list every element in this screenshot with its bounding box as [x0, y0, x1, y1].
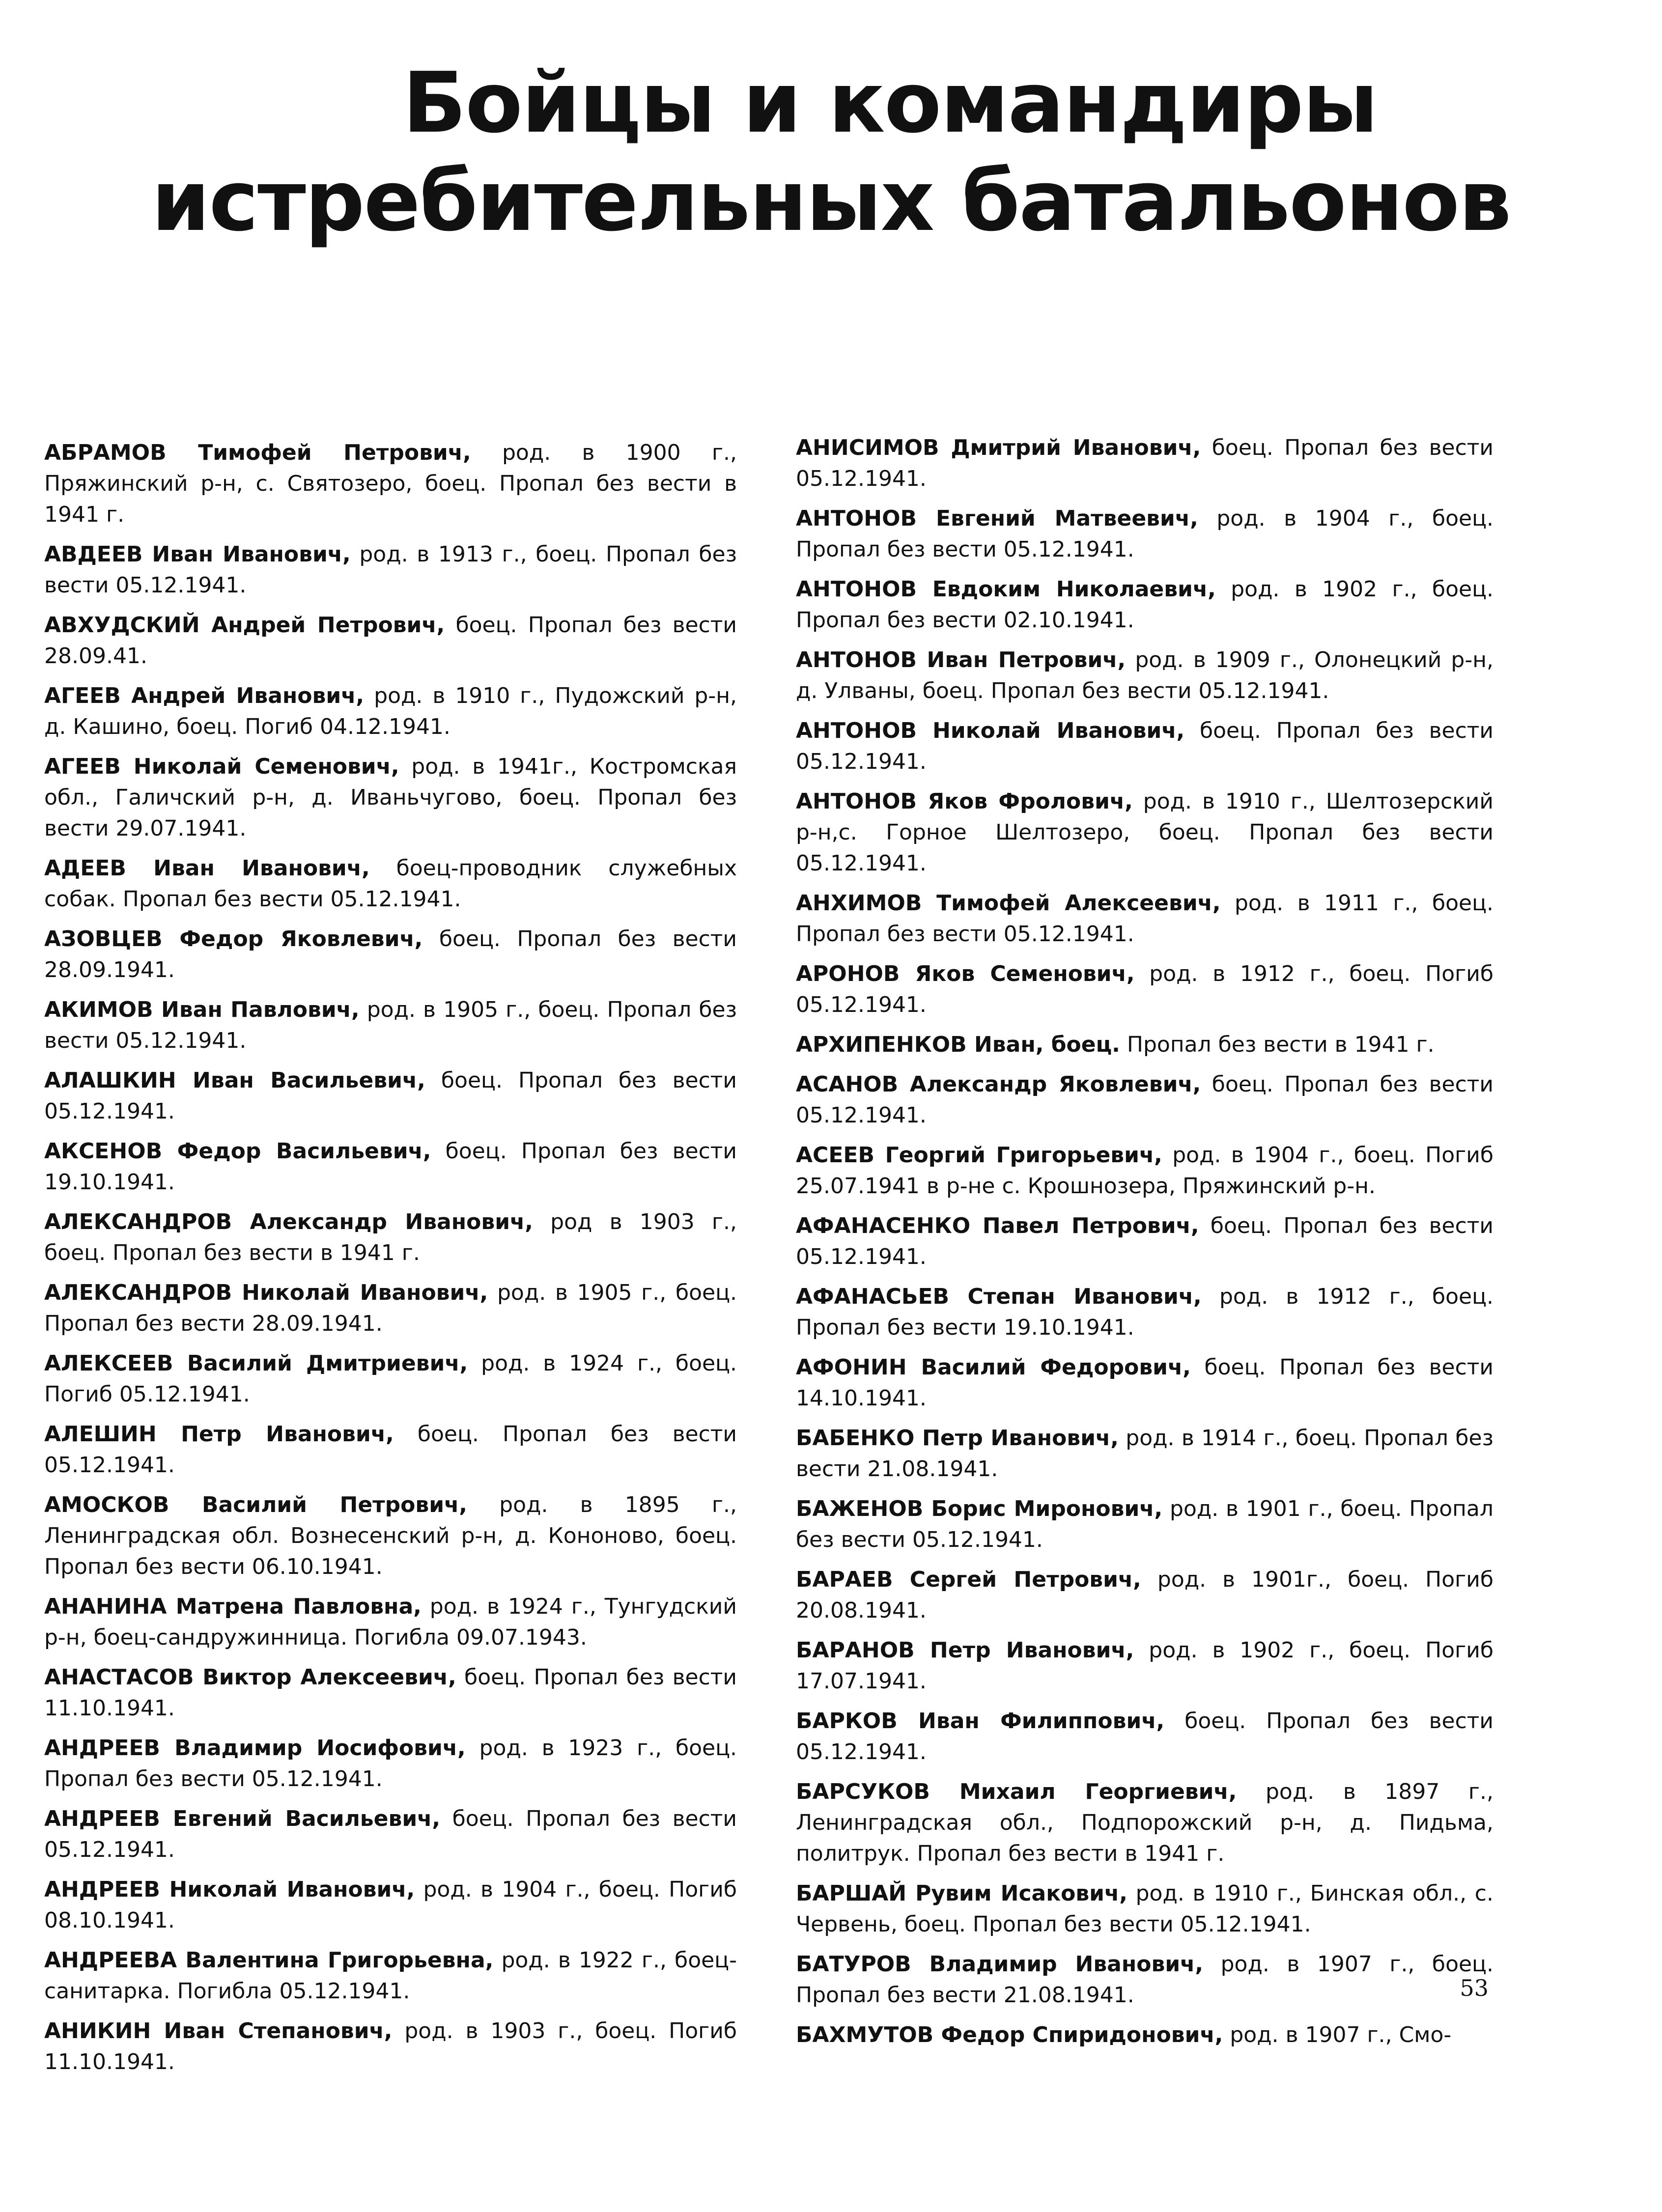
- list-item: [796, 1423, 1493, 1484]
- person-name: АБРАМОВ Тимофей Петрович,: [44, 440, 471, 465]
- person-name: АНХИМОВ Тимофей Алексеевич,: [796, 891, 1221, 916]
- list-item: [44, 1874, 737, 1936]
- list-item: [44, 994, 737, 1056]
- person-details: род. в 1941г., Костромская обл., Галичский р-н, д. Иваньчугово, боец. Пропал без вести 29.07.1941.: [44, 754, 737, 841]
- list-item: [44, 751, 737, 844]
- person-name: АЛЕКСАНДРОВ Александр Иванович,: [44, 1209, 533, 1234]
- list-item: [44, 1065, 737, 1127]
- person-details: род. в 1904 г., боец. Погиб 08.10.1941.: [44, 1877, 737, 1933]
- person-details: род. в 1924 г., Тунгудский р-н, боец-сандружинница. Погибла 09.07.1943.: [44, 1594, 737, 1650]
- list-item: [796, 1564, 1493, 1626]
- person-name: АКИМОВ Иван Павлович,: [44, 997, 360, 1022]
- person-details: боец. Пропал без вести 19.10.1941.: [44, 1139, 737, 1195]
- person-name: АНДРЕЕВ Николай Иванович,: [44, 1877, 415, 1902]
- list-item: [796, 432, 1493, 494]
- person-details: род. в 1904 г., боец. Пропал без вести 05.12.1941.: [796, 506, 1493, 562]
- person-name: АЛЕШИН Петр Иванович,: [44, 1422, 394, 1447]
- person-name: АНТОНОВ Евгений Матвеевич,: [796, 506, 1198, 531]
- person-name: БАРАНОВ Петр Иванович,: [796, 1638, 1134, 1663]
- person-name: АДЕЕВ Иван Иванович,: [44, 856, 370, 881]
- list-item: [796, 1029, 1493, 1060]
- list-item: [44, 610, 737, 672]
- list-item: [796, 1493, 1493, 1555]
- person-name: БАРСУКОВ Михаил Георгиевич,: [796, 1779, 1237, 1804]
- list-item: [44, 1277, 737, 1339]
- person-name: АСАНОВ Александр Яковлевич,: [796, 1072, 1201, 1097]
- person-details: род. в 1895 г., Ленинградская обл. Вознесенский р-н, д. Кононово, боец. Пропал без вести 06.10.1941.: [44, 1492, 737, 1579]
- person-details: род. в 1924 г., боец. Погиб 05.12.1941.: [44, 1351, 737, 1407]
- person-name: АНТОНОВ Яков Фролович,: [796, 789, 1133, 814]
- person-name: АФАНАСЕНКО Павел Петрович,: [796, 1213, 1199, 1238]
- list-item: [44, 1803, 737, 1865]
- person-name: АНИКИН Иван Степанович,: [44, 2018, 393, 2044]
- person-details: боец. Пропал без вести 28.09.1941.: [44, 926, 737, 982]
- person-details: боец. Пропал без вести 28.09.41.: [44, 613, 737, 669]
- person-name: АНАСТАСОВ Виктор Алексеевич,: [44, 1665, 456, 1690]
- list-item: [796, 1949, 1493, 2011]
- person-name: АКСЕНОВ Федор Васильевич,: [44, 1139, 431, 1164]
- list-item: [796, 888, 1493, 950]
- person-name: АНТОНОВ Евдоким Николаевич,: [796, 577, 1216, 602]
- list-item: [796, 786, 1493, 879]
- person-name: АЗОВЦЕВ Федор Яковлевич,: [44, 926, 423, 952]
- right-column: [796, 432, 1493, 2059]
- person-details: род. в 1901г., боец. Погиб 20.08.1941.: [796, 1567, 1493, 1623]
- list-item: [796, 1069, 1493, 1131]
- list-item: [796, 503, 1493, 565]
- person-details: боец. Пропал без вести 05.12.1941.: [796, 1708, 1493, 1764]
- person-name: БАРШАЙ Рувим Исакович,: [796, 1881, 1127, 1906]
- left-column: [44, 437, 737, 2086]
- list-item: [796, 1776, 1493, 1869]
- person-details: боец. Пропал без вести 05.12.1941.: [796, 1213, 1493, 1269]
- person-name: БАТУРОВ Владимир Иванович,: [796, 1952, 1204, 1977]
- person-details: род. в 1909 г., Олонецкий р-н, д. Улваны, боец. Пропал без вести 05.12.1941.: [796, 647, 1493, 703]
- person-details: род. в 1910 г., Шелтозерский р-н,с. Горное Шелтозеро, боец. Пропал без вести 05.12.1941.: [796, 789, 1493, 876]
- list-item: [44, 539, 737, 601]
- person-details: род. в 1912 г., боец. Пропал без вести 19.10.1941.: [796, 1284, 1494, 1340]
- person-details: род. в 1922 г., боец-санитарка. Погибла 05.12.1941.: [44, 1948, 737, 2004]
- list-item: [796, 1281, 1493, 1343]
- person-details: род. в 1910 г., Бинская обл., с. Червень, боец. Пропал без вести 05.12.1941.: [796, 1881, 1493, 1937]
- person-details: род. в 1903 г., боец. Погиб 11.10.1941.: [44, 2018, 737, 2074]
- title-line-1: Бойцы и командиры: [402, 55, 1378, 152]
- person-details: род. в 1923 г., боец. Пропал без вести 05.12.1941.: [44, 1736, 737, 1792]
- person-name: АНДРЕЕВА Валентина Григорьевна,: [44, 1948, 494, 1973]
- title-line-2: истребительных батальонов: [151, 153, 1511, 250]
- list-item: [44, 1945, 737, 2007]
- person-details: род. в 1914 г., боец. Пропал без вести 21.08.1941.: [796, 1426, 1493, 1482]
- person-details: род. в 1904 г., боец. Погиб 25.07.1941 в р-не с. Крошнозера, Пряжинский р-н.: [796, 1143, 1493, 1199]
- list-item: [44, 1733, 737, 1794]
- person-name: АНТОНОВ Николай Иванович,: [796, 718, 1185, 743]
- person-name: АНДРЕЕВ Владимир Иосифович,: [44, 1736, 466, 1761]
- person-details: род в 1903 г., боец. Пропал без вести в 1941 г.: [44, 1209, 737, 1265]
- person-details: род. в 1912 г., боец. Погиб 05.12.1941.: [796, 961, 1493, 1017]
- person-details: боец. Пропал без вести 14.10.1941.: [796, 1355, 1493, 1411]
- person-name: АГЕЕВ Николай Семенович,: [44, 754, 399, 779]
- person-name: БАРАЕВ Сергей Петрович,: [796, 1567, 1141, 1592]
- person-details: род. в 1913 г., боец. Пропал без вести 05.12.1941.: [44, 542, 737, 598]
- person-name: АФОНИН Василий Федорович,: [796, 1355, 1191, 1380]
- person-details: боец. Пропал без вести 05.12.1941.: [44, 1422, 737, 1478]
- person-details: боец. Пропал без вести 05.12.1941.: [44, 1068, 737, 1124]
- person-name: АВХУДСКИЙ Андрей Петрович,: [44, 613, 445, 638]
- list-item: [796, 1210, 1493, 1272]
- person-name: АНАНИНА Матрена Павловна,: [44, 1594, 422, 1619]
- person-name: АВДЕЕВ Иван Иванович,: [44, 542, 351, 567]
- person-name: БАРКОВ Иван Филиппович,: [796, 1708, 1165, 1734]
- person-details: боец. Пропал без вести 05.12.1941.: [796, 1072, 1493, 1128]
- list-item: [44, 1206, 737, 1268]
- person-name: АНИСИМОВ Дмитрий Иванович,: [796, 435, 1201, 460]
- list-item: [796, 1635, 1493, 1697]
- list-item: [796, 1140, 1493, 1202]
- person-details: Пропал без вести в 1941 г.: [1120, 1032, 1435, 1057]
- person-name: АМОСКОВ Василий Петрович,: [44, 1492, 467, 1517]
- page-title: [0, 54, 1662, 251]
- person-details: боец. Пропал без вести 05.12.1941.: [44, 1806, 737, 1862]
- list-item: [796, 958, 1493, 1020]
- page-number: 53: [1460, 1975, 1489, 2001]
- list-item: [796, 644, 1493, 706]
- list-item: [44, 1419, 737, 1481]
- list-item: [796, 574, 1493, 636]
- person-details: боец. Пропал без вести 11.10.1941.: [44, 1665, 737, 1721]
- person-name: АЛЕКСЕЕВ Василий Дмитриевич,: [44, 1351, 468, 1376]
- person-details: род. в 1897 г., Ленинградская обл., Подпорожский р-н, д. Пидьма, политрук. Пропал без вести в 1941 г.: [796, 1779, 1494, 1866]
- list-item: [796, 715, 1493, 777]
- person-details: род. в 1902 г., боец. Пропал без вести 02.10.1941.: [796, 577, 1493, 633]
- list-item: [44, 680, 737, 742]
- list-item: [44, 1489, 737, 1582]
- person-details: боец. Пропал без вести 05.12.1941.: [796, 718, 1493, 774]
- person-details: род. в 1910 г., Пудожский р-н, д. Кашино, боец. Погиб 04.12.1941.: [44, 683, 737, 739]
- list-item: [796, 2019, 1493, 2050]
- list-item: [44, 2016, 737, 2077]
- person-name: АЛАШКИН Иван Васильевич,: [44, 1068, 425, 1093]
- person-details: род. в 1901 г., боец. Пропал без вести 05.12.1941.: [796, 1496, 1493, 1552]
- person-name: АСЕЕВ Георгий Григорьевич,: [796, 1143, 1162, 1168]
- list-item: [44, 1662, 737, 1724]
- person-name: АРХИПЕНКОВ Иван, боец.: [796, 1032, 1120, 1057]
- person-name: АНДРЕЕВ Евгений Васильевич,: [44, 1806, 441, 1831]
- list-item: [44, 1591, 737, 1653]
- person-details: боец. Пропал без вести 05.12.1941.: [796, 435, 1493, 491]
- list-item: [44, 853, 737, 915]
- person-name: БАБЕНКО Петр Иванович,: [796, 1426, 1119, 1451]
- person-name: АГЕЕВ Андрей Иванович,: [44, 683, 365, 708]
- person-name: АЛЕКСАНДРОВ Николай Иванович,: [44, 1280, 488, 1305]
- list-item: [796, 1706, 1493, 1767]
- list-item: [44, 437, 737, 530]
- person-name: БАХМУТОВ Федор Спиридонович,: [796, 2022, 1223, 2047]
- person-details: род. в 1907 г., боец. Пропал без вести 21.08.1941.: [796, 1952, 1493, 2008]
- list-item: [44, 1348, 737, 1410]
- person-details: род. в 1902 г., боец. Погиб 17.07.1941.: [796, 1638, 1493, 1694]
- person-details: род. в 1907 г., Смо-: [1223, 2022, 1452, 2047]
- person-details: боец-проводник служебных собак. Пропал без вести 05.12.1941.: [44, 856, 737, 912]
- person-name: БАЖЕНОВ Борис Миронович,: [796, 1496, 1163, 1521]
- person-name: АРОНОВ Яков Семенович,: [796, 961, 1135, 986]
- person-details: род. в 1911 г., боец. Пропал без вести 05.12.1941.: [796, 891, 1494, 947]
- person-details: род. в 1900 г., Пряжинский р-н, с. Святозеро, боец. Пропал без вести в 1941 г.: [44, 440, 737, 527]
- person-details: род. в 1905 г., боец. Пропал без вести 28.09.1941.: [44, 1280, 737, 1336]
- person-name: АНТОНОВ Иван Петрович,: [796, 647, 1126, 672]
- person-details: род. в 1905 г., боец. Пропал без вести 05.12.1941.: [44, 997, 737, 1053]
- list-item: [796, 1878, 1493, 1940]
- person-name: АФАНАСЬЕВ Степан Иванович,: [796, 1284, 1202, 1309]
- list-item: [44, 1136, 737, 1198]
- list-item: [44, 924, 737, 985]
- list-item: [796, 1352, 1493, 1414]
